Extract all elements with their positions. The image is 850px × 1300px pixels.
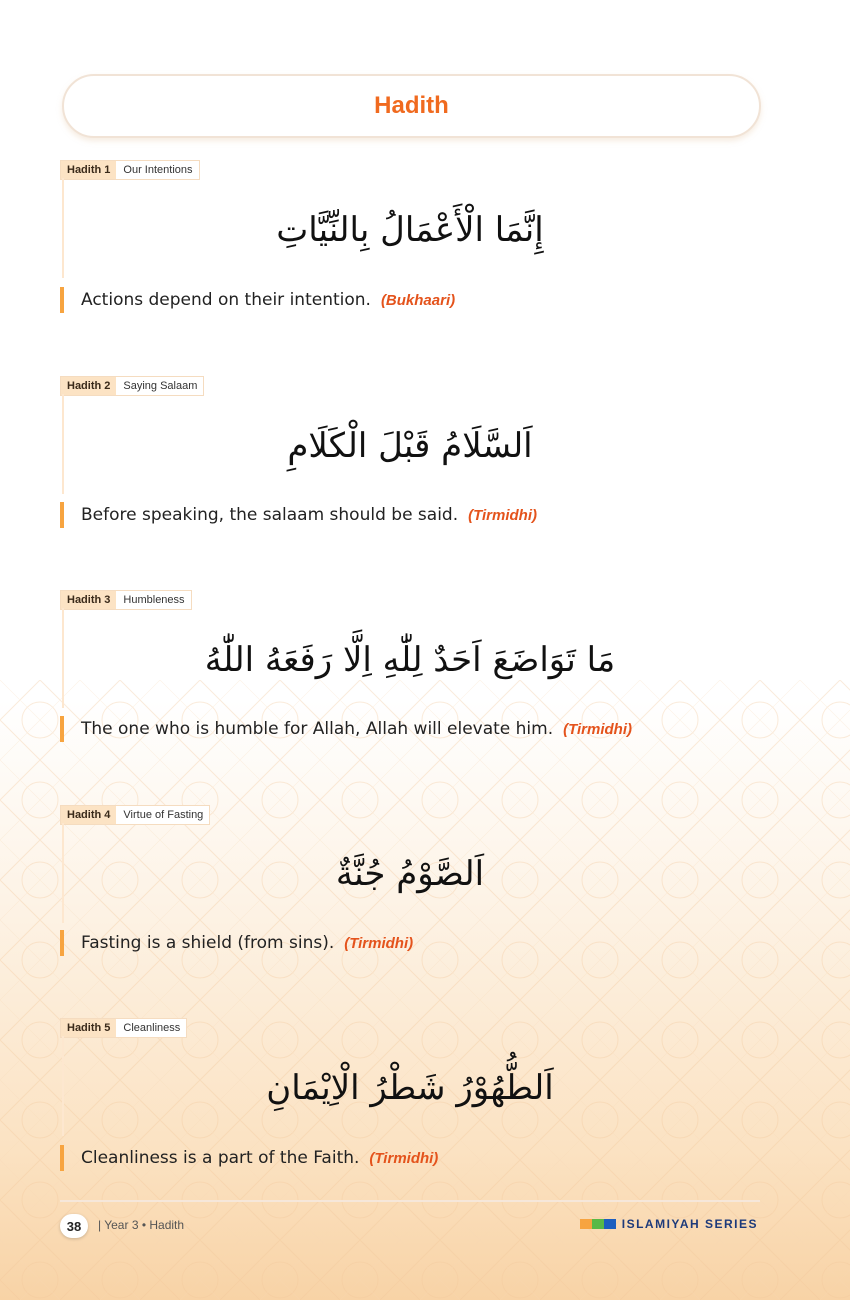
hadith-number: Hadith 5	[61, 1019, 116, 1037]
hadith-arabic-text: اَلطُّهُوْرُ شَطْرُ الْاِيْمَانِ	[266, 1068, 554, 1108]
hadith-arabic-text: مَا تَوَاضَعَ اَحَدٌ لِلّٰهِ اِلَّا رَفَعَهُ اللّٰهُ	[204, 640, 616, 680]
hadith-translation	[60, 287, 455, 313]
translation-text: Actions depend on their intention.	[81, 290, 371, 310]
hadith-tag	[60, 1018, 187, 1038]
series-color-bars-icon	[580, 1219, 616, 1229]
page-number-badge: 38	[60, 1214, 88, 1238]
hadith-tag	[60, 805, 210, 825]
background-pattern	[0, 680, 850, 1300]
hadith-topic: Virtue of Fasting	[123, 809, 204, 821]
hadith-number: Hadith 3	[61, 591, 116, 609]
hadith-translation	[60, 502, 537, 528]
series-label: ISLAMIYAH SERIES	[621, 1217, 758, 1231]
hadith-arabic-text: إِنَّمَا الْأَعْمَالُ بِالنِّيَّاتِ	[276, 210, 544, 250]
hadith-tag	[60, 590, 192, 610]
footer-divider	[60, 1200, 760, 1202]
hadith-reference: (Tirmidhi)	[344, 935, 414, 952]
hadith-number: Hadith 2	[61, 377, 116, 395]
series-bar-orange	[580, 1219, 592, 1229]
hadith-translation	[60, 716, 632, 742]
hadith-arabic-text: اَلصَّوْمُ جُنَّةٌ	[335, 854, 485, 894]
series-branding	[580, 1217, 758, 1231]
hadith-reference: (Tirmidhi)	[468, 507, 538, 524]
series-bar-green	[592, 1219, 604, 1229]
footer-book-info: | Year 3 • Hadith	[98, 1218, 185, 1232]
page-title-banner	[62, 74, 761, 138]
hadith-translation	[60, 1145, 438, 1171]
translation-text: The one who is humble for Allah, Allah will elevate him.	[81, 719, 554, 739]
hadith-topic: Our Intentions	[123, 164, 193, 176]
translation-text: Cleanliness is a part of the Faith.	[81, 1148, 360, 1168]
series-bar-blue	[604, 1219, 616, 1229]
translation-text: Fasting is a shield (from sins).	[81, 933, 335, 953]
hadith-reference: (Tirmidhi)	[563, 721, 633, 738]
hadith-reference: (Bukhaari)	[380, 292, 456, 309]
translation-text: Before speaking, the salaam should be said.	[81, 505, 459, 525]
hadith-topic: Saying Salaam	[123, 380, 198, 392]
hadith-translation	[60, 930, 413, 956]
hadith-topic: Cleanliness	[123, 1022, 181, 1034]
page-title: Hadith	[374, 92, 449, 119]
hadith-topic: Humbleness	[123, 594, 185, 606]
hadith-number: Hadith 4	[61, 806, 116, 824]
hadith-arabic-text: اَلسَّلَامُ قَبْلَ الْكَلَامِ	[287, 426, 533, 466]
hadith-tag	[60, 160, 200, 180]
hadith-number: Hadith 1	[61, 161, 116, 179]
hadith-tag	[60, 376, 204, 396]
hadith-reference: (Tirmidhi)	[369, 1150, 439, 1167]
